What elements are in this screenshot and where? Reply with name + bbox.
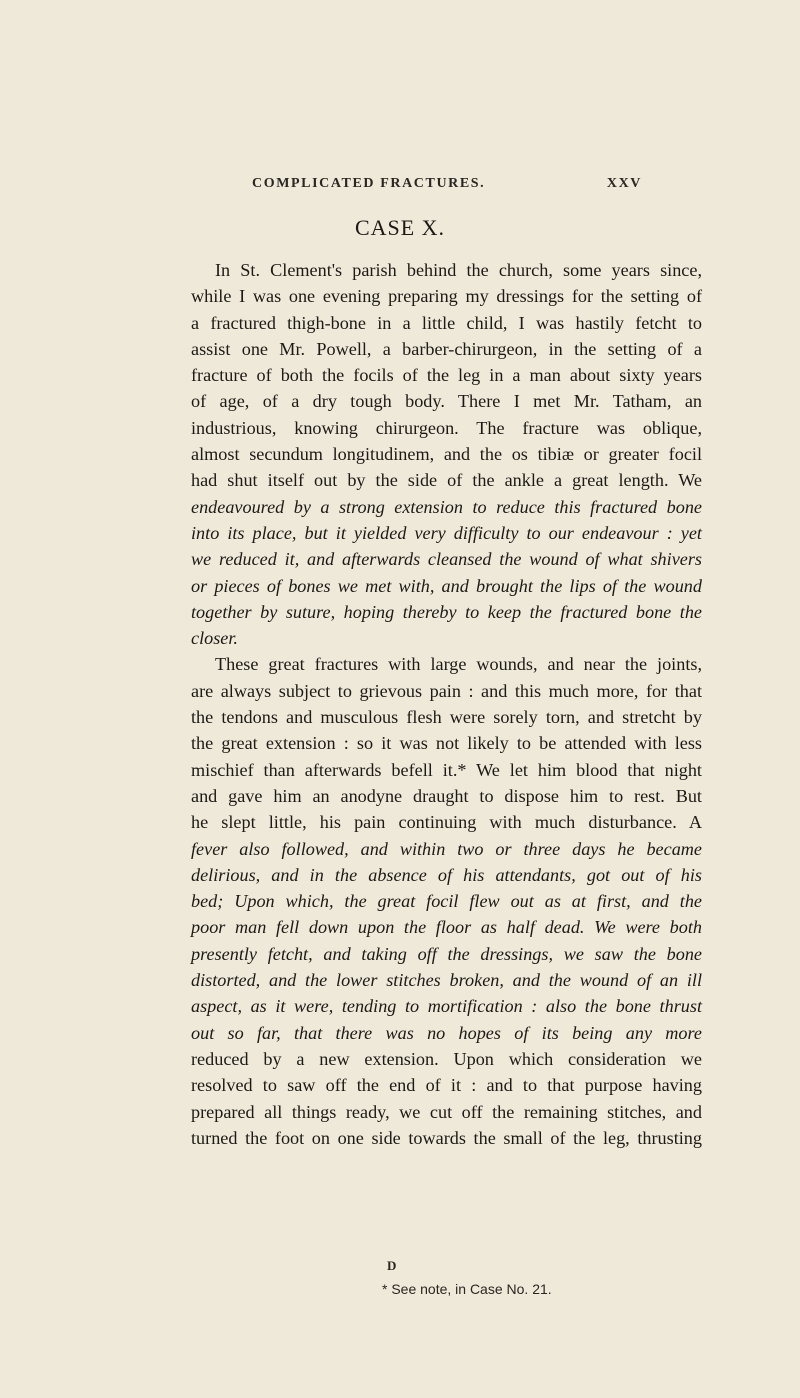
text-line: These great fractures with large wounds, and near the joints,	[215, 654, 702, 675]
text-line: poor man fell down upon the floor as half dead. We were both	[191, 917, 702, 938]
case-title: CASE X.	[354, 215, 446, 240]
footnote: * See note, in Case No. 21.	[382, 1281, 552, 1297]
body-text	[191, 257, 702, 1151]
text-line: into its place, but it yielded very difficulty to our endeavour : yet	[191, 522, 702, 543]
running-title: COMPLICATED FRACTURES.	[252, 176, 486, 191]
text-line: delirious, and in the absence of his attendants, got out of his	[191, 864, 702, 885]
text-line: endeavoured by a strong extension to reduce this fractured bone	[191, 496, 702, 517]
text-line: industrious, knowing chirurgeon. The fracture was oblique,	[191, 417, 702, 438]
text-line: resolved to saw off the end of it : and to that purpose having	[191, 1075, 702, 1096]
text-line: distorted, and the lower stitches broken, and the wound of an ill	[191, 970, 702, 991]
text-line: are always subject to grievous pain : and this much more, for that	[191, 680, 702, 701]
text-line: presently fetcht, and taking off the dressings, we saw the bone	[191, 943, 702, 964]
text-line: fracture of both the focils of the leg in a man about sixty years	[191, 365, 702, 386]
text-line: closer.	[191, 628, 238, 649]
text-line: fever also followed, and within two or three days he became	[191, 838, 702, 859]
text-line: a fractured thigh-bone in a little child, I was hastily fetcht to	[191, 312, 702, 333]
text-line: had shut itself out by the side of the ankle a great length. We	[191, 470, 702, 491]
text-line: mischief than afterwards befell it.* We let him blood that night	[191, 759, 702, 780]
text-line: reduced by a new extension. Upon which consideration we	[191, 1048, 702, 1069]
text-line: and gave him an anodyne draught to dispose him to rest. But	[191, 785, 702, 806]
text-line: almost secundum longitudinem, and the os tibiæ or greater focil	[191, 444, 702, 465]
text-line: out so far, that there was no hopes of its being any more	[191, 1022, 702, 1043]
text-line: prepared all things ready, we cut off the remaining stitches, and	[191, 1101, 702, 1122]
text-line: In St. Clement's parish behind the church, some years since,	[215, 260, 702, 280]
text-line: bed; Upon which, the great focil flew out as at first, and the	[191, 891, 702, 912]
text-line: while I was one evening preparing my dressings for the setting of	[191, 286, 702, 307]
text-line: we reduced it, and afterwards cleansed the wound of what shivers	[191, 549, 702, 570]
signature-mark: D	[387, 1258, 397, 1273]
text-line: assist one Mr. Powell, a barber-chirurgeon, in the setting of a	[191, 338, 702, 359]
page-number: XXV	[606, 176, 642, 191]
text-line: he slept little, his pain continuing with much disturbance. A	[191, 812, 702, 833]
text-line: or pieces of bones we met with, and brought the lips of the wound	[191, 575, 702, 596]
text-line: the tendons and musculous flesh were sorely torn, and stretcht by	[191, 707, 702, 728]
text-line: together by suture, hoping thereby to keep the fractured bone the	[191, 601, 702, 622]
text-line: aspect, as it were, tending to mortification : also the bone thrust	[191, 996, 702, 1017]
text-line: the great extension : so it was not likely to be attended with less	[191, 733, 702, 754]
text-line: of age, of a dry tough body. There I met Mr. Tatham, an	[191, 391, 702, 412]
text-line: turned the foot on one side towards the small of the leg, thrusting	[191, 1127, 702, 1148]
